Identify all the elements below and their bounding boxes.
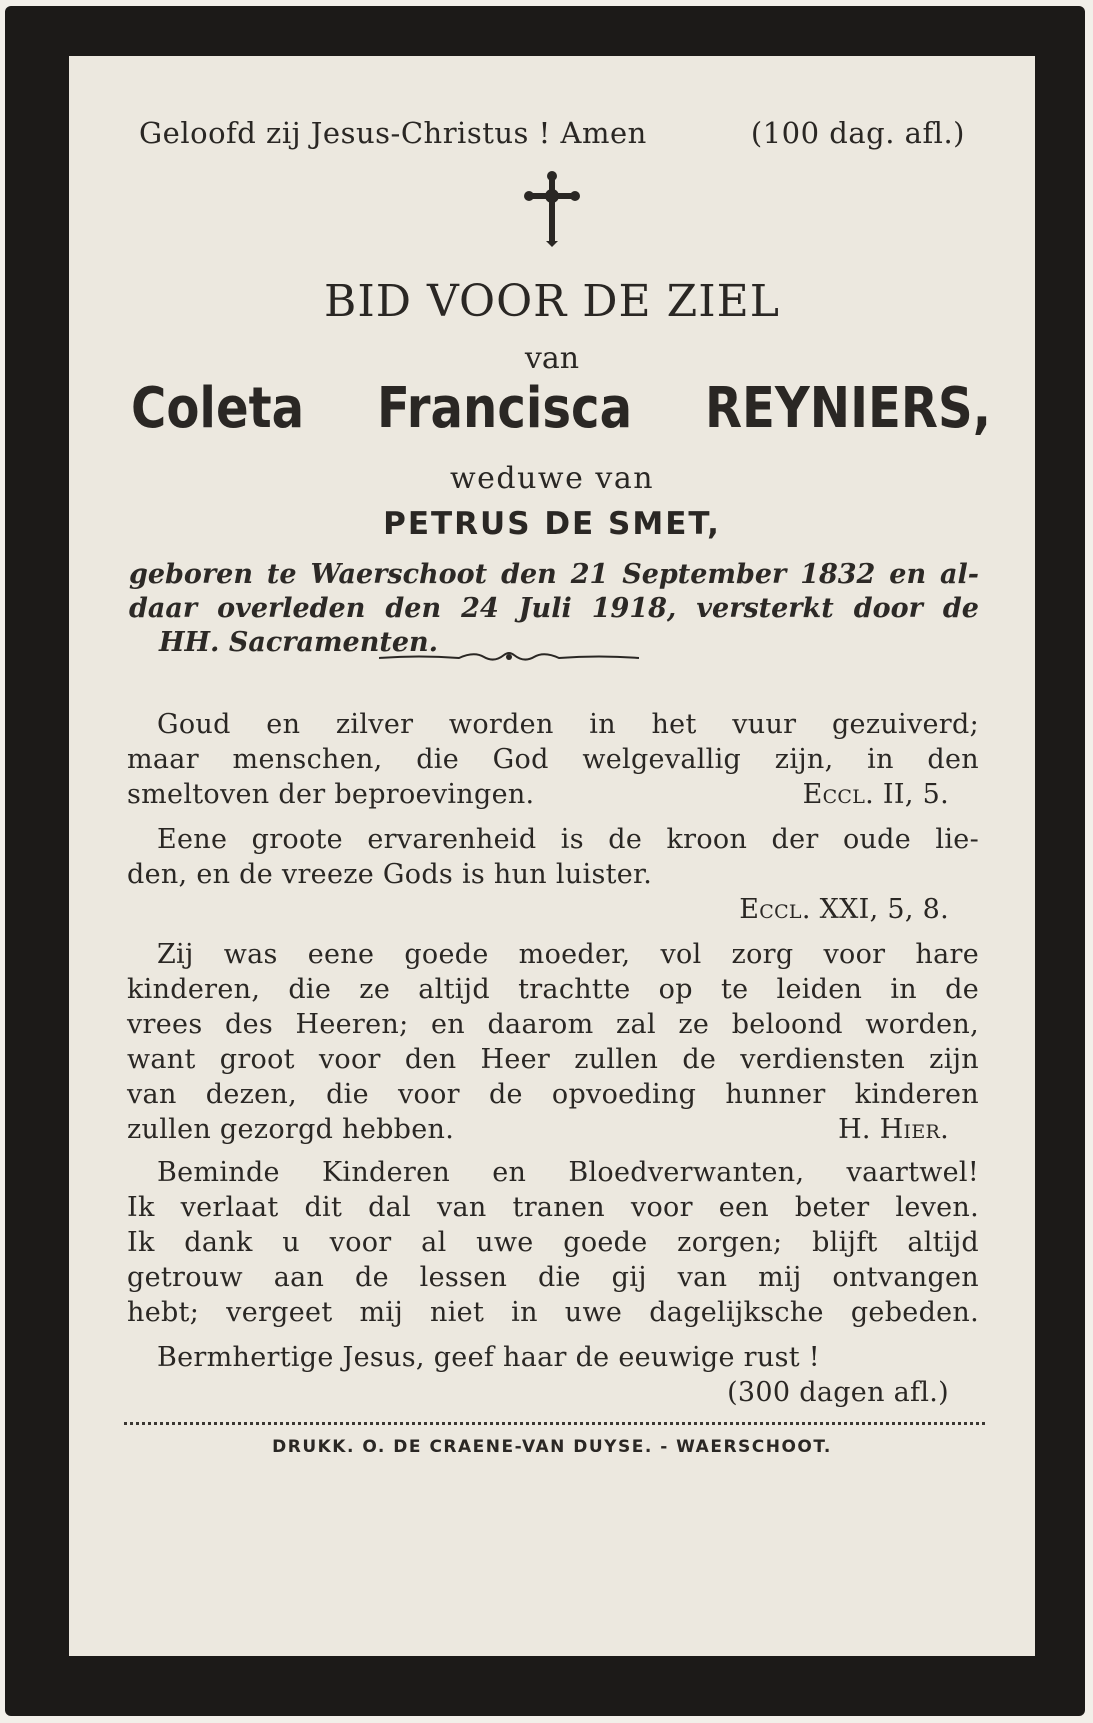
verse-line: maar menschen, die God welgevallig zijn, in den xyxy=(127,744,979,775)
deceased-name xyxy=(131,376,991,441)
farewell-line: Ik dank u voor al uwe goede zorgen; blijft altijd xyxy=(127,1227,979,1258)
birth-line-3: HH. Sacramenten. xyxy=(159,627,439,658)
scripture-reference: Eccl. XXI, 5, 8. xyxy=(739,894,949,925)
verse-line-with-ref xyxy=(127,777,979,812)
verse-line: Zij was eene goede moeder, vol zorg voor hare xyxy=(157,939,979,970)
verse-line: want groot voor den Heer zullen de verdiensten zijn xyxy=(127,1044,979,1075)
verse-paragraph-1 xyxy=(127,707,979,812)
closing-prayer xyxy=(127,1340,979,1410)
cross-icon xyxy=(524,171,580,247)
verse-paragraph-3 xyxy=(127,937,979,1147)
verse-line: van dezen, die voor de opvoeding hunner kinderen xyxy=(127,1079,979,1110)
closing-prayer-line: Bermhertige Jesus, geef haar de eeuwige rust ! xyxy=(157,1342,820,1373)
printer-imprint: DRUKK. O. DE CRAENE-VAN DUYSE. - WAERSCHOOT. xyxy=(272,1437,832,1457)
header-line xyxy=(139,116,965,150)
last-name: REYNIERS, xyxy=(704,376,991,441)
dotted-divider xyxy=(124,1422,985,1425)
birth-line-1: geboren te Waerschoot den 21 September 1832 en al- xyxy=(129,559,979,590)
verse-paragraph-2 xyxy=(127,822,979,927)
verse-line: kinderen, die ze altijd trachtte op te leiden in de xyxy=(127,974,979,1005)
van-text: van xyxy=(524,341,580,376)
first-name: Coleta xyxy=(131,376,305,441)
verse-line-with-ref xyxy=(127,1112,979,1147)
scripture-reference: Eccl. II, 5. xyxy=(802,779,949,810)
card-paper xyxy=(69,56,1035,1656)
scripture-reference: H. Hier. xyxy=(838,1114,949,1145)
middle-name: Francisca xyxy=(376,376,633,441)
farewell-line: hebt; vergeet mij niet in uwe dagelijksche gebeden. xyxy=(127,1297,979,1328)
verse-line: zullen gezorgd hebben. xyxy=(127,1114,455,1145)
verse-line: Eene groote ervarenheid is de kroon der oude lie- xyxy=(157,824,979,855)
verse-line: den, en de vreeze Gods is hun luister. xyxy=(127,859,653,890)
invocation-text: Geloofd zij Jesus-Christus ! Amen xyxy=(139,116,647,150)
husband-name: PETRUS DE SMET, xyxy=(383,506,721,542)
closing-indulgence: (300 dagen afl.) xyxy=(727,1377,949,1408)
verse-line: smeltoven der beproevingen. xyxy=(127,779,535,810)
farewell-line: Ik verlaat dit dal van tranen voor een beter leven. xyxy=(127,1192,979,1223)
memorial-card xyxy=(5,6,1085,1716)
farewell-paragraph xyxy=(127,1155,979,1330)
verse-line: Goud en zilver worden in het vuur gezuiverd; xyxy=(157,709,979,740)
ornament-divider-icon xyxy=(379,643,639,673)
widow-of-text: weduwe van xyxy=(449,461,655,496)
farewell-line: Beminde Kinderen en Bloedverwanten, vaartwel! xyxy=(157,1157,979,1188)
verse-line: vrees des Heeren; en daarom zal ze beloond worden, xyxy=(127,1009,979,1040)
indulgence-text: (100 dag. afl.) xyxy=(750,116,965,150)
prayer-heading: BID VOOR DE ZIEL xyxy=(324,276,780,327)
birth-line-2: daar overleden den 24 Juli 1918, versterkt door de xyxy=(129,593,979,624)
farewell-line: getrouw aan de lessen die gij van mij ontvangen xyxy=(127,1262,979,1293)
